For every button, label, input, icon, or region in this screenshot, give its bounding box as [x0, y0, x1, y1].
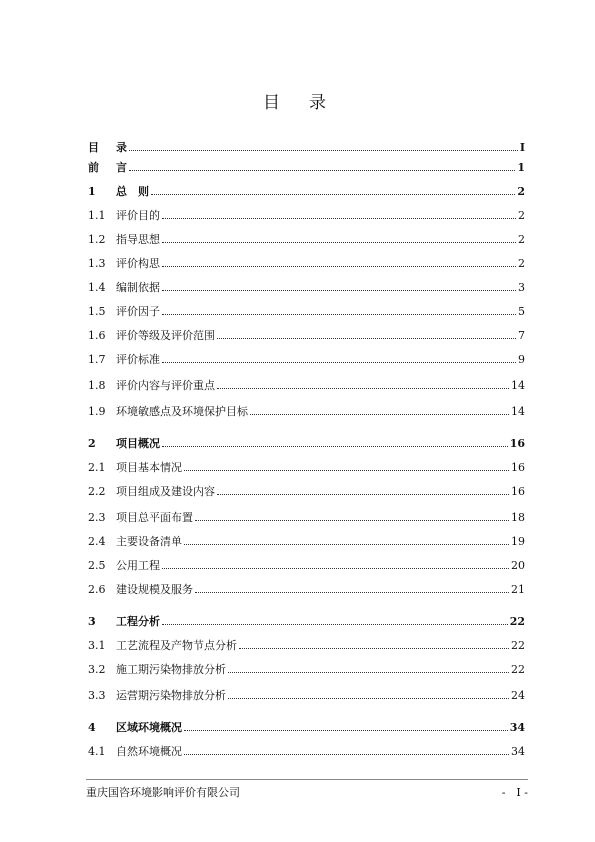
toc-entry-page: 2: [518, 209, 525, 222]
toc-dot-leader: [239, 647, 509, 649]
toc-entry-title: 评价目的: [116, 209, 160, 222]
page-title: 目 录: [263, 93, 332, 113]
toc-entry-title: 工艺流程及产物节点分析: [116, 639, 237, 652]
toc-entry[interactable]: [88, 226, 525, 246]
toc-dot-leader: [184, 753, 509, 755]
toc-entry-page: 22: [511, 663, 525, 676]
toc-entry-number: 3.2: [88, 663, 106, 676]
toc-entry-title: 总 则: [116, 185, 149, 198]
toc-entry[interactable]: [88, 322, 525, 342]
toc-entry-page: 1: [517, 161, 525, 174]
toc-entry-number: 1.7: [88, 353, 106, 366]
footer-company: 重庆国咨环境影响评价有限公司: [86, 786, 240, 799]
toc-dot-leader: [162, 313, 516, 315]
toc-entry-title: 运营期污染物排放分析: [116, 689, 226, 702]
toc-entry-number: 前: [88, 161, 99, 174]
toc-entry-number: 2.2: [88, 485, 106, 498]
toc-entry-title: 项目组成及建设内容: [116, 485, 215, 498]
toc-entry-page: 7: [518, 329, 525, 342]
toc-entry[interactable]: [88, 478, 525, 498]
toc-dot-leader: [228, 671, 509, 673]
toc-entry-page: 18: [511, 511, 525, 524]
toc-entry-title: 评价构思: [116, 257, 160, 270]
toc-dot-leader: [217, 493, 509, 495]
toc-entry[interactable]: [88, 682, 525, 702]
toc-entry-title: 项目概况: [116, 437, 160, 450]
toc-dot-leader: [129, 169, 515, 171]
toc-entry[interactable]: [88, 576, 525, 596]
toc-entry-number: 1.3: [88, 257, 106, 270]
toc-entry-title: 评价内容与评价重点: [116, 379, 215, 392]
toc-dot-leader: [184, 543, 509, 545]
toc-entry-number: 1.2: [88, 233, 106, 246]
toc-entry-title: 评价等级及评价范围: [116, 329, 215, 342]
toc-entry-page: 22: [509, 615, 525, 628]
toc-entry-number: 2.1: [88, 461, 106, 474]
toc-entry-title: 公用工程: [116, 559, 160, 572]
toc-entry[interactable]: [88, 134, 525, 154]
toc-entry-page: 2: [517, 185, 525, 198]
toc-entry-page: 14: [511, 405, 525, 418]
toc-entry-title: 评价标准: [116, 353, 160, 366]
toc-entry-number: 2: [88, 437, 96, 450]
toc-entry-page: 19: [511, 535, 525, 548]
toc-entry-title: 项目基本情况: [116, 461, 182, 474]
toc-entry-number: 1: [88, 185, 96, 198]
toc-entry-number: 目: [88, 141, 99, 154]
toc-entry-page: I: [519, 141, 525, 154]
toc-entry-number: 1.1: [88, 209, 106, 222]
toc-entry[interactable]: [88, 454, 525, 474]
toc-entry-title: 主要设备清单: [116, 535, 182, 548]
toc-entry[interactable]: [88, 632, 525, 652]
toc-entry[interactable]: [88, 714, 525, 734]
toc-entry[interactable]: [88, 372, 525, 392]
toc-entry-page: 5: [518, 305, 525, 318]
toc-entry[interactable]: [88, 656, 525, 676]
toc-entry-page: 34: [511, 745, 525, 758]
toc-dot-leader: [162, 361, 516, 363]
toc-dot-leader: [162, 241, 516, 243]
toc-entry[interactable]: [88, 552, 525, 572]
toc-entry-number: 4: [88, 721, 96, 734]
toc-entry[interactable]: [88, 202, 525, 222]
toc-entry-page: 2: [518, 233, 525, 246]
toc-entry-page: 34: [509, 721, 525, 734]
toc-entry[interactable]: [88, 250, 525, 270]
toc-entry-number: 1.8: [88, 379, 106, 392]
toc-entry-title: 言: [116, 161, 127, 174]
toc-entry-title: 指导思想: [116, 233, 160, 246]
toc-entry-title: 环境敏感点及环境保护目标: [116, 405, 248, 418]
toc-entry-title: 工程分析: [116, 615, 160, 628]
toc-dot-leader: [217, 387, 509, 389]
toc-entry-number: 4.1: [88, 745, 106, 758]
toc-entry-title: 编制依据: [116, 281, 160, 294]
toc-entry-number: 1.5: [88, 305, 106, 318]
toc-entry[interactable]: [88, 504, 525, 524]
toc-entry[interactable]: [88, 738, 525, 758]
toc-entry-number: 2.5: [88, 559, 106, 572]
toc-entry-page: 3: [518, 281, 525, 294]
toc-entry-number: 1.4: [88, 281, 106, 294]
toc-dot-leader: [162, 445, 508, 447]
toc-entry[interactable]: [88, 398, 525, 418]
toc-entry-number: 3.3: [88, 689, 106, 702]
toc-entry-title: 评价因子: [116, 305, 160, 318]
toc-entry-title: 录: [116, 141, 127, 154]
toc-entry[interactable]: [88, 346, 525, 366]
toc-entry-number: 1.9: [88, 405, 106, 418]
toc-entry[interactable]: [88, 528, 525, 548]
toc-entry-title: 自然环境概况: [116, 745, 182, 758]
toc-entry-page: 22: [511, 639, 525, 652]
toc-entry-page: 24: [511, 689, 525, 702]
toc-entry-page: 14: [511, 379, 525, 392]
toc-entry[interactable]: [88, 178, 525, 198]
toc-entry[interactable]: [88, 608, 525, 628]
toc-entry[interactable]: [88, 154, 525, 174]
toc-entry-title: 建设规模及服务: [116, 583, 193, 596]
toc-entry-page: 9: [518, 353, 525, 366]
toc-entry-page: 16: [511, 461, 525, 474]
toc-entry-page: 20: [511, 559, 525, 572]
toc-entry[interactable]: [88, 298, 525, 318]
toc-entry-page: 21: [511, 583, 525, 596]
toc-entry[interactable]: [88, 430, 525, 450]
toc-dot-leader: [184, 729, 508, 731]
toc-dot-leader: [162, 623, 508, 625]
toc-dot-leader: [195, 591, 509, 593]
footer-divider: [86, 779, 528, 780]
toc-dot-leader: [162, 217, 516, 219]
toc-entry-title: 施工期污染物排放分析: [116, 663, 226, 676]
toc-entry-page: 16: [509, 437, 525, 450]
toc-entry-number: 2.3: [88, 511, 106, 524]
toc-entry-number: 2.6: [88, 583, 106, 596]
toc-entry-title: 项目总平面布置: [116, 511, 193, 524]
toc-dot-leader: [162, 289, 516, 291]
toc-dot-leader: [228, 697, 509, 699]
toc-dot-leader: [162, 265, 516, 267]
toc-entry-number: 2.4: [88, 535, 106, 548]
toc-dot-leader: [195, 519, 509, 521]
toc-entry-page: 16: [511, 485, 525, 498]
toc-dot-leader: [250, 413, 509, 415]
toc-dot-leader: [129, 149, 518, 151]
toc-dot-leader: [184, 469, 509, 471]
toc-dot-leader: [217, 337, 516, 339]
toc-entry-title: 区域环境概况: [116, 721, 182, 734]
toc-entry-number: 3.1: [88, 639, 106, 652]
toc-entry-number: 3: [88, 615, 96, 628]
footer-page-number: - I -: [501, 786, 528, 799]
toc-entry-number: 1.6: [88, 329, 106, 342]
toc-entry[interactable]: [88, 274, 525, 294]
toc-dot-leader: [151, 193, 515, 195]
toc-dot-leader: [162, 567, 509, 569]
toc-entry-page: 2: [518, 257, 525, 270]
